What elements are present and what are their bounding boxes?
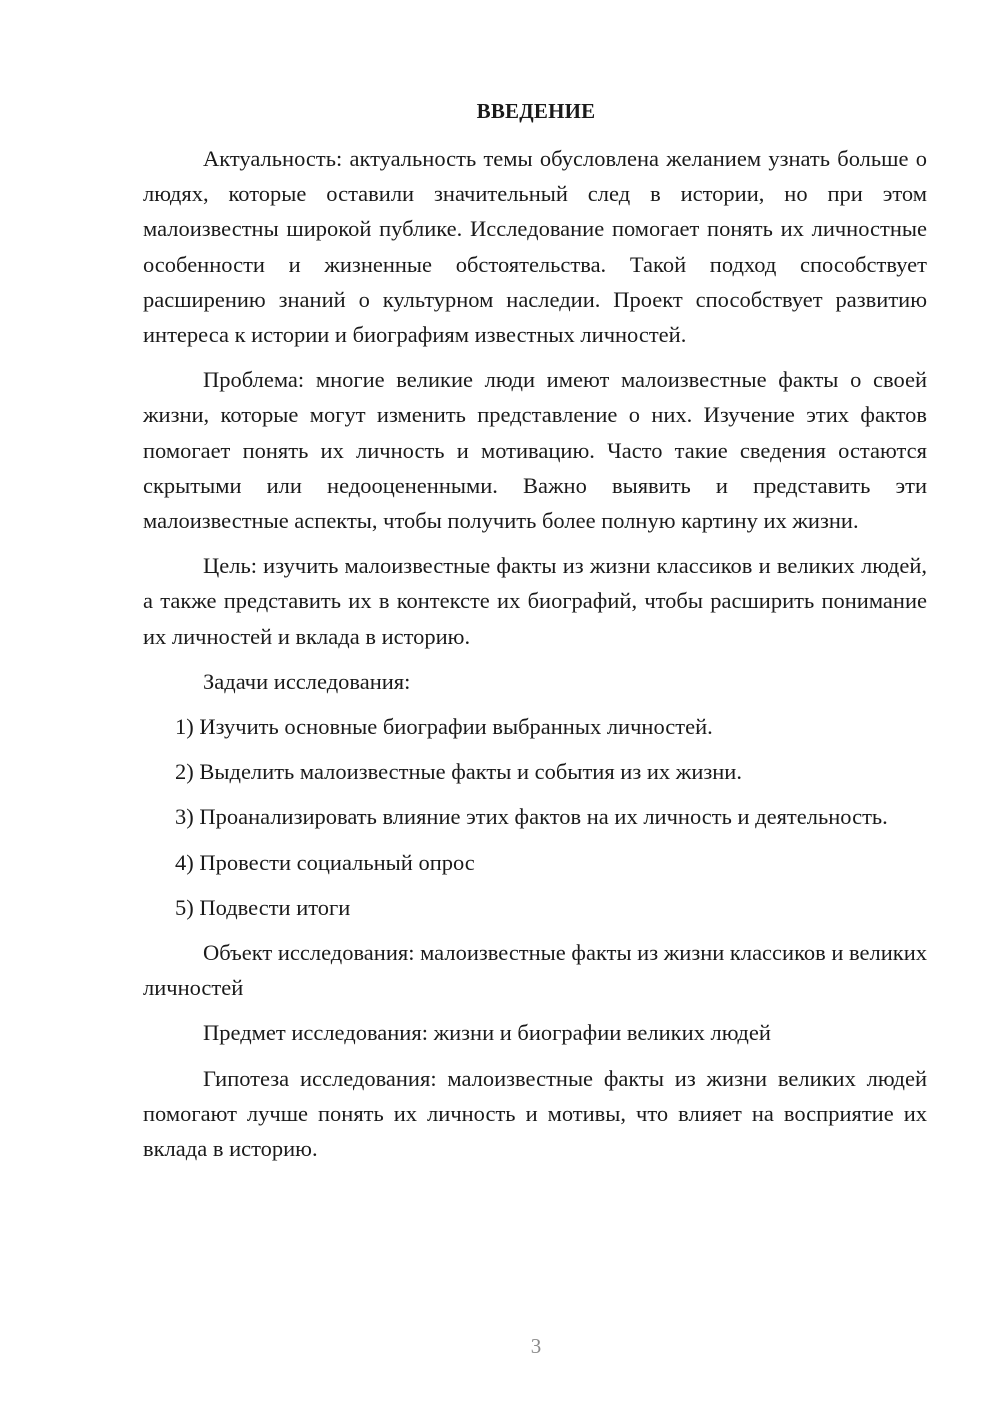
paragraph-relevance: Актуальность: актуальность темы обусловлена желанием узнать больше о людях, которые оставили значительный след в истории, но при этом малоизвестны широкой публике. Исследование помогает понять их личностные особенности и жизненные обстоятельства. Такой подход способствует расширению знаний о культурном наследии. Проект способствует развитию интереса к истории и биографиям известных личностей. — [143, 146, 927, 348]
tasks-list — [143, 709, 927, 925]
paragraph-goal: Цель: изучить малоизвестные факты из жизни классиков и великих людей, а также представить их в контексте их биографий, чтобы расширить понимание их личностей и вклада в историю. — [143, 553, 927, 649]
paragraph-hypothesis: Гипотеза исследования: малоизвестные факты из жизни великих людей помогают лучше понять их личность и мотивы, что влияет на восприятие их вклада в историю. — [143, 1065, 927, 1162]
page-number: 3 — [530, 1334, 542, 1358]
list-item: 5) Подвести итоги — [175, 894, 351, 920]
tasks-title: Задачи исследования: — [203, 668, 411, 694]
list-item: 4) Провести социальный опрос — [175, 849, 475, 875]
section-heading: ВВЕДЕНИЕ — [476, 99, 596, 123]
paragraph-object: Объект исследования: малоизвестные факты из жизни классиков и великих личностей — [143, 940, 927, 1001]
paragraph-subject: Предмет исследования: жизни и биографии великих людей — [203, 1020, 771, 1046]
list-item: 2) Выделить малоизвестные факты и события из их жизни. — [175, 759, 742, 785]
list-item: 1) Изучить основные биографии выбранных личностей. — [175, 714, 713, 740]
body-text — [143, 141, 927, 1166]
paragraph-problem: Проблема: многие великие люди имеют малоизвестные факты о своей жизни, которые могут изменить представление о них. Изучение этих фактов помогает понять их личность и мотивацию. Часто такие сведения остаются скрытыми или недооцененными. Важно выявить и представить эти малоизвестные аспекты, чтобы получить более полную картину их жизни. — [143, 367, 927, 534]
list-item: 3) Проанализировать влияние этих фактов на их личность и деятельность. — [175, 804, 888, 830]
